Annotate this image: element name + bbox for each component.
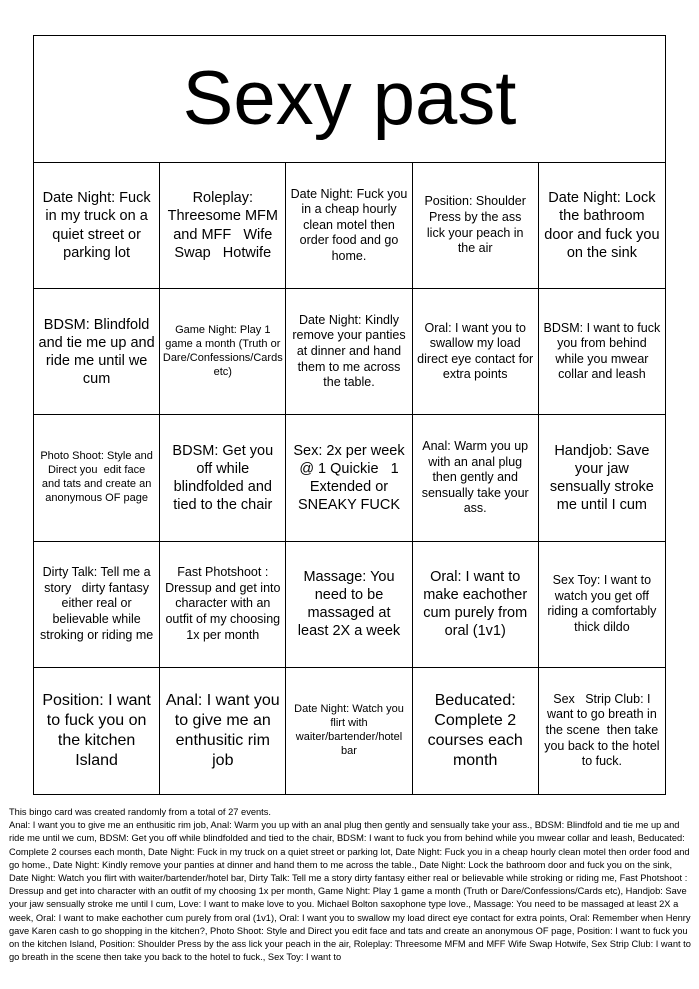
- bingo-cell: Date Night: Lock the bathroom door and fuck you on the sink: [539, 163, 665, 289]
- bingo-cell: Beducated: Complete 2 courses each month: [413, 668, 539, 794]
- bingo-cell: Date Night: Fuck in my truck on a quiet street or parking lot: [34, 163, 160, 289]
- bingo-cell: Date Night: Kindly remove your panties at dinner and hand them to me across the table.: [286, 289, 412, 415]
- footer-event-list: Anal: I want you to give me an enthusitic rim job, Anal: Warm you up with an anal plug then gently and sensually take your ass., BDSM: Blindfold and tie me up and ride me until we cum, BDSM: Get you off while blindfolded and tied to the chair, BDSM: I want to fuck you from behind while you mwear collar and leash, Beducated: Complete 2 courses each month, Date Night: Fuck in my truck on a quiet street or parking lot, Date Night: Fuck you in a cheap hourly clean motel then order food and go home., Date Night: Kindly remove your panties at dinner and hand them to me across the table., Date Night: Lock the bathroom door and fuck you on the sink, Date Night: Watch you flirt with waiter/bartender/hotel bar, Dirty Talk: Tell me a story dirty fantasy either real or believable while stroking or riding me, Fast Photshoot : Dressup and get into character with an outfit of my choosing 1x per month, Game Night: Play 1 game a month (Truth or Dare/Confessions/Cards etc), Handjob: Save your jaw sensually stroke me until I cum, Love: I want to make love to you. Michael Bolton saxophone type love., Massage: You need to be massaged at least 2X a week, Oral: I want to make eachother cum purely from oral (1v1), Oral: I want you to swallow my load direct eye contact for extra points, Oral: Remember when Henry gave Karen cash to go shopping in the kitchen?, Photo Shoot: Style and Direct you edit face and tats and create an anonymous OF page, Position: I want to fuck you on the kitchen Island, Position: Shoulder Press by the ass lick your peach in the air, Roleplay: Threesome MFM and MFF Wife Swap Hotwife, Sex Strip Club: I want to go breath in the scene then take you back to the hotel to fuck., Sex Toy: I want to: [9, 820, 691, 963]
- footer-intro: This bingo card was created randomly from a total of 27 events.: [9, 807, 271, 817]
- bingo-cell: BDSM: Get you off while blindfolded and tied to the chair: [160, 415, 286, 541]
- bingo-cell: Anal: I want you to give me an enthusitic rim job: [160, 668, 286, 794]
- bingo-cell: Position: Shoulder Press by the ass lick your peach in the air: [413, 163, 539, 289]
- bingo-card: [33, 35, 666, 795]
- bingo-cell: Position: I want to fuck you on the kitchen Island: [34, 668, 160, 794]
- bingo-cell: Oral: I want you to swallow my load direct eye contact for extra points: [413, 289, 539, 415]
- bingo-cell: Sex: 2x per week @ 1 Quickie 1 Extended or SNEAKY FUCK: [286, 415, 412, 541]
- bingo-cell: Fast Photshoot : Dressup and get into character with an outfit of my choosing 1x per month: [160, 542, 286, 668]
- bingo-cell: Photo Shoot: Style and Direct you edit face and tats and create an anonymous OF page: [34, 415, 160, 541]
- bingo-cell: Sex Toy: I want to watch you get off riding a comfortably thick dildo: [539, 542, 665, 668]
- bingo-cell: Handjob: Save your jaw sensually stroke me until I cum: [539, 415, 665, 541]
- bingo-grid: [34, 163, 665, 794]
- bingo-cell: Oral: I want to make eachother cum purely from oral (1v1): [413, 542, 539, 668]
- bingo-cell: Date Night: Fuck you in a cheap hourly clean motel then order food and go home.: [286, 163, 412, 289]
- bingo-cell: Game Night: Play 1 game a month (Truth or Dare/Confessions/Cards etc): [160, 289, 286, 415]
- card-title: Sexy past: [34, 36, 665, 163]
- bingo-cell: Roleplay: Threesome MFM and MFF Wife Swap Hotwife: [160, 163, 286, 289]
- bingo-cell: Sex Strip Club: I want to go breath in the scene then take you back to the hotel to fuck.: [544, 691, 664, 769]
- bingo-cell: Massage: You need to be massaged at least 2X a week: [286, 542, 412, 668]
- bingo-cell: BDSM: Blindfold and tie me up and ride me until we cum: [34, 289, 160, 415]
- bingo-cell: BDSM: I want to fuck you from behind while you mwear collar and leash: [539, 289, 665, 415]
- bingo-cell: Dirty Talk: Tell me a story dirty fantasy either real or believable while stroking or riding me: [34, 542, 160, 668]
- card-footer: [9, 806, 691, 964]
- bingo-cell: Anal: Warm you up with an anal plug then gently and sensually take your ass.: [413, 415, 539, 541]
- bingo-cell: Date Night: Watch you flirt with waiter/bartender/hotel bar: [286, 668, 412, 794]
